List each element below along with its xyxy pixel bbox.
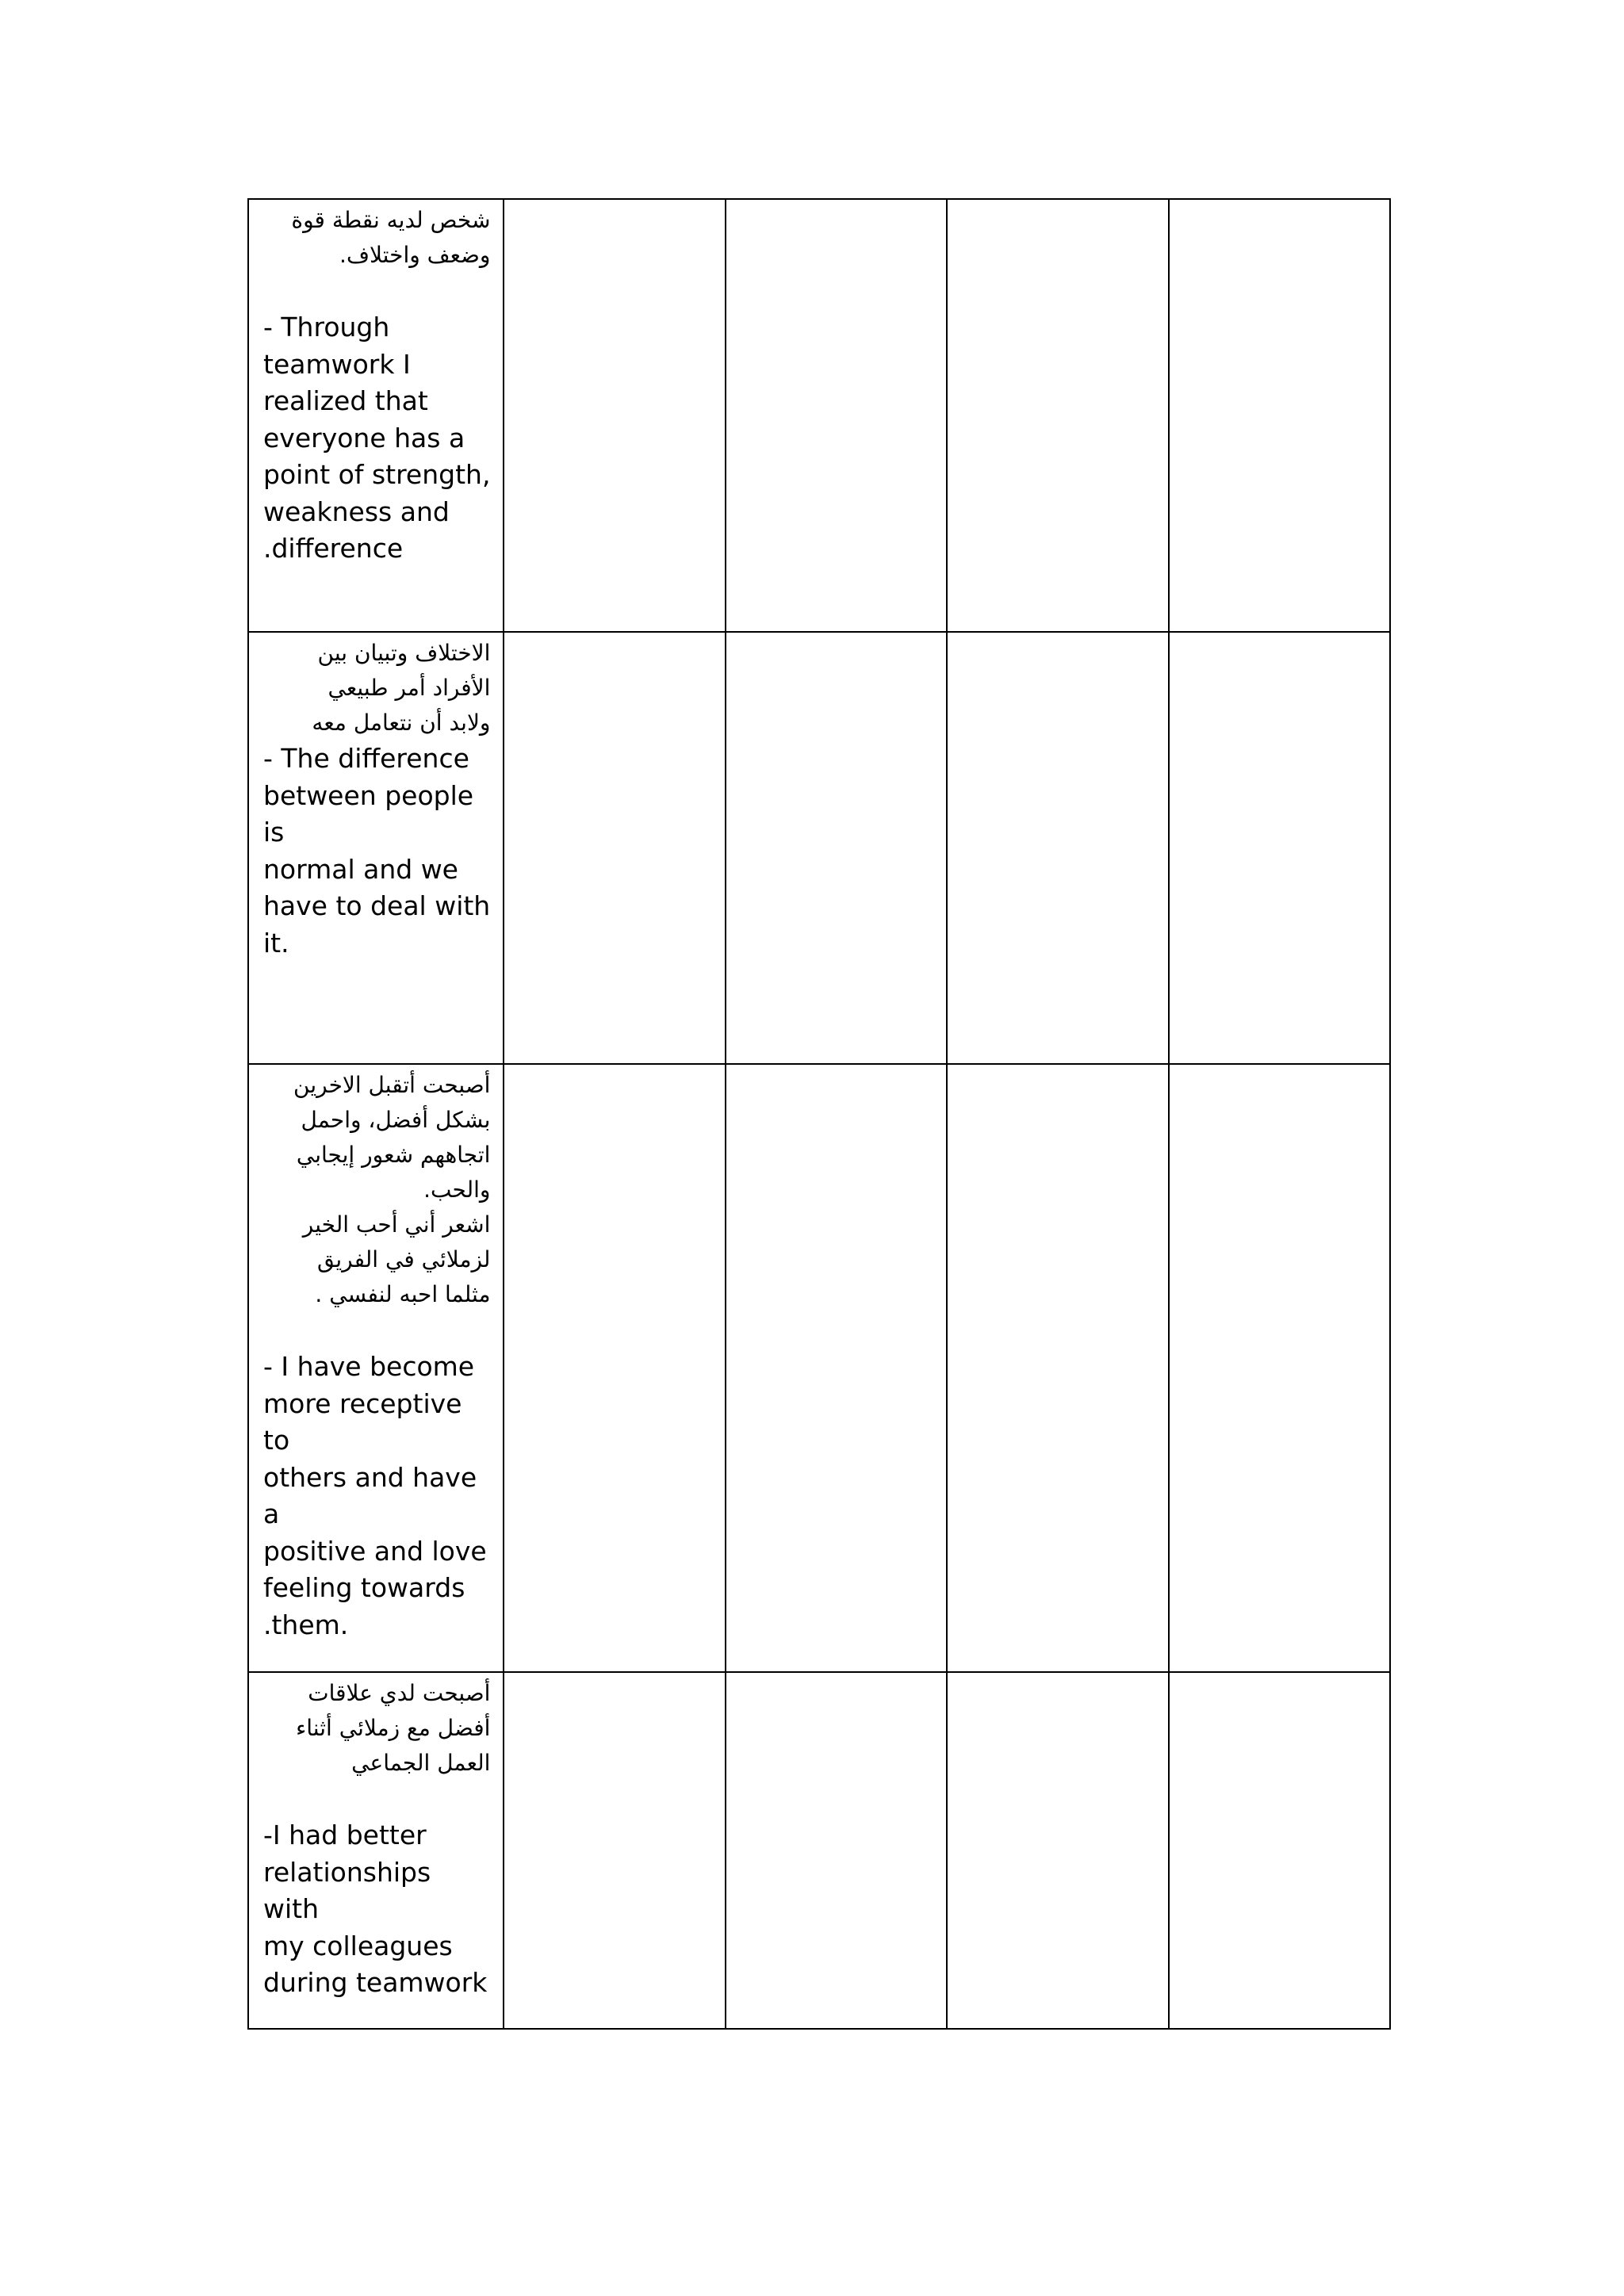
empty-cell [947,199,1168,632]
english-statement: - The difference between people is normal and we have to deal with it. [263,743,491,959]
empty-cell [504,1064,725,1672]
empty-cell [1169,632,1390,1064]
arabic-statement: أصبحت لدي علاقات أفضل مع زملائي أثناء العمل الجماعي [296,1680,491,1776]
statement-cell [248,1672,504,2029]
empty-cell [1169,1672,1390,2029]
empty-cell [947,1064,1168,1672]
empty-cell [1169,199,1390,632]
arabic-statement: شخص لديه نقطة قوة وضعف واختلاف. [291,207,491,268]
empty-cell [947,1672,1168,2029]
arabic-statement: أصبحت أتقبل الاخرين بشكل أفضل، واحمل اتجاههم شعور إيجابي والحب. اشعر أني أحب الخير لزملائي في الفريق مثلما احبه لنفسي . [293,1072,491,1307]
table-row [248,1064,1390,1672]
empty-cell [504,199,725,632]
table-row [248,632,1390,1064]
table-row [248,1672,1390,2029]
empty-cell [726,1672,947,2029]
arabic-statement: الاختلاف وتبيان بين الأفراد أمر طبيعي ولابد أن نتعامل معه [312,640,491,736]
statement-cell [248,199,504,632]
english-statement: -I had better relationships with my colleagues during teamwork [263,1820,488,1998]
empty-cell [726,632,947,1064]
english-statement: - I have become more receptive to others and have a positive and love feeling towards .them. [263,1351,487,1640]
empty-cell [1169,1064,1390,1672]
statement-cell [248,1064,504,1672]
assessment-table [247,198,1391,2030]
empty-cell [726,1064,947,1672]
empty-cell [726,199,947,632]
empty-cell [947,632,1168,1064]
english-statement: - Through teamwork I realized that everyone has a point of strength, weakness and .difference [263,312,491,564]
table-row [248,199,1390,632]
empty-cell [504,1672,725,2029]
empty-cell [504,632,725,1064]
statement-cell [248,632,504,1064]
